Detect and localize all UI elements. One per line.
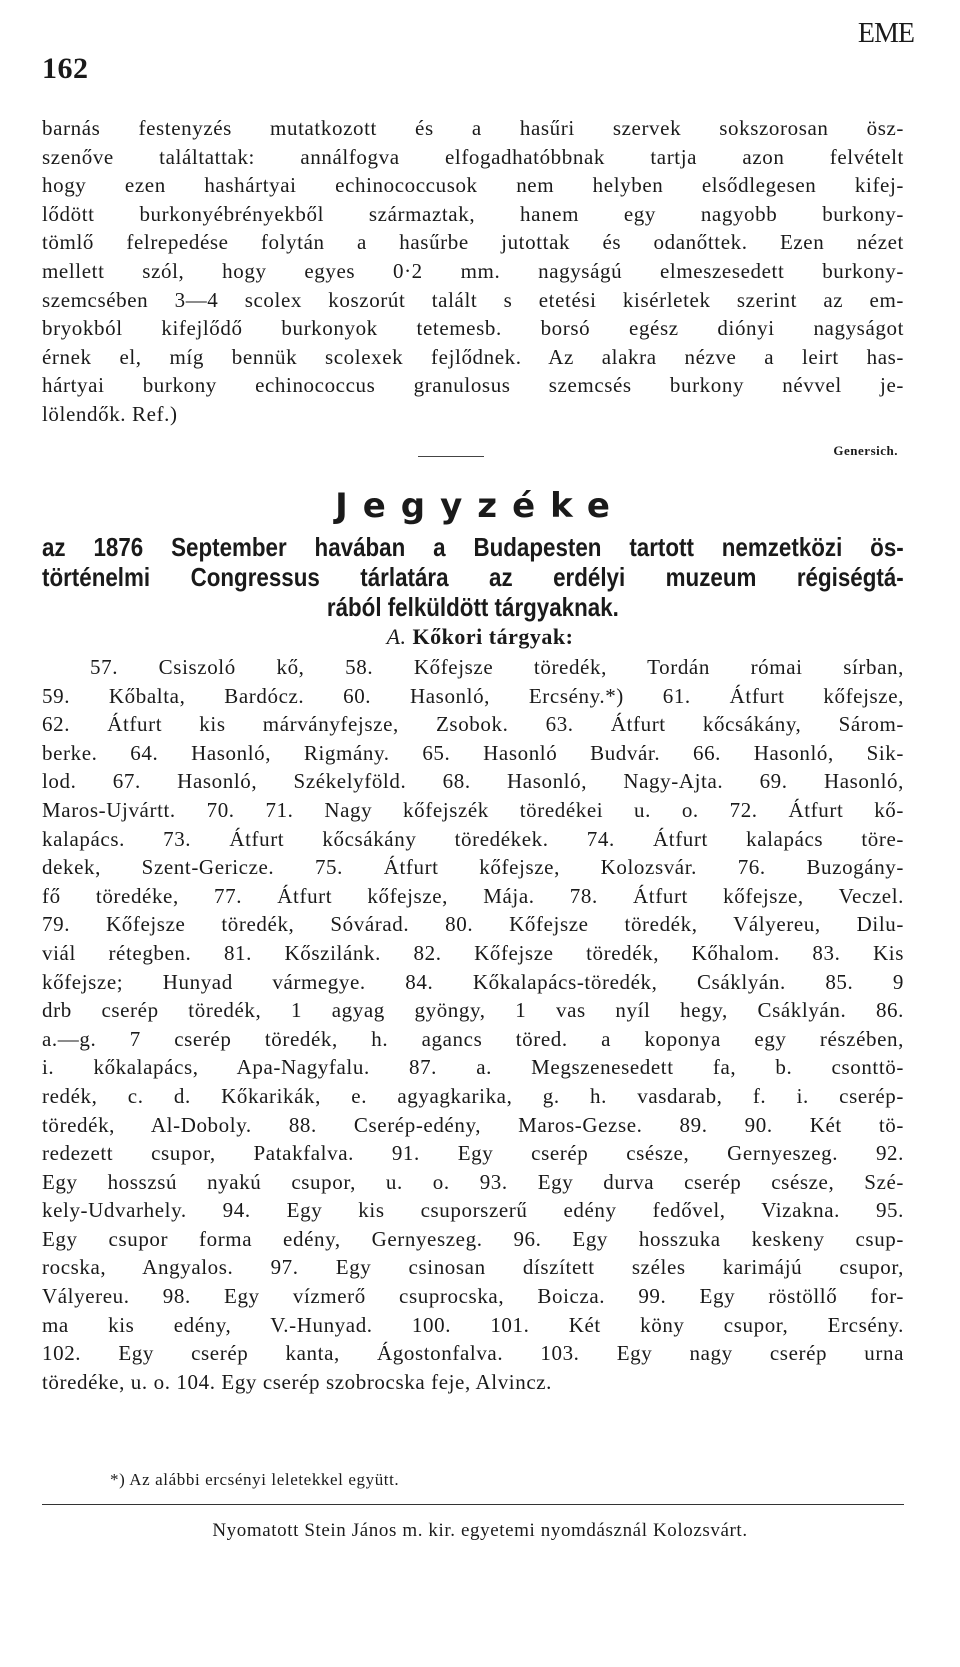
object-list [42, 653, 904, 1396]
subsection-heading [0, 624, 960, 650]
paragraph-line: szemcsében 3—4 scolex koszorút talált s etetési kisérletek szerint az em- [42, 287, 904, 312]
list-line: Maros-Ujvártt. 70. 71. Nagy kőfejszék töredékei u. o. 72. Átfurt kő- [42, 797, 904, 822]
paragraph-line: tömlő felrepedése folytán a hasűrbe jutottak és odanőttek. Ezen nézet [42, 230, 904, 255]
printer-imprint: Nyomatott Stein János m. kir. egyetemi nyomdásznál Kolozsvárt. [212, 1520, 748, 1541]
list-line: fő töredéke, 77. Átfurt kőfejsze, Mája. 78. Átfurt kőfejsze, Veczel. [42, 883, 904, 908]
paragraph-line: szenőve találtattak: annálfogva elfogadhatóbbnak tartja azon felvételt [42, 144, 904, 169]
paragraph-line: mellett szól, hogy egyes 0·2 mm. nagyságú elmeszesedett burkony- [42, 258, 904, 283]
list-line: 59. Kőbalta, Bardócz. 60. Hasonló, Ercsény.*) 61. Átfurt kőfejsze, [42, 683, 904, 708]
separator-rule [418, 456, 484, 457]
list-line: berke. 64. Hasonló, Rigmány. 65. Hasonló Budvár. 66. Hasonló, Sik- [42, 740, 904, 765]
section-title: Jegyzéke [335, 486, 625, 526]
author-signature: Genersich. [833, 443, 898, 458]
paragraph-line: hogy ezen hashártyai echinococcusok nem helyben elsődlegesen kifej- [42, 173, 904, 198]
list-line: kely-Udvarhely. 94. Egy kis csuporszerű edény fedővel, Vizakna. 95. [42, 1198, 904, 1223]
list-line: 57. Csiszoló kő, 58. Kőfejsze töredék, Tordán római sírban, [90, 655, 904, 679]
list-line: viál rétegben. 81. Kőszilánk. 82. Kőfejsze töredék, Kőhalom. 83. Kis [42, 940, 904, 965]
list-line: Egy csupor forma edény, Gernyeszeg. 96. Egy hosszuka keskeny csup- [42, 1226, 904, 1251]
paragraph-line: lölendők. Ref.) [42, 401, 178, 426]
list-line: ma kis edény, V.-Hunyad. 100. 101. Két köny csupor, Ercsény. [42, 1312, 904, 1337]
subtitle-line: történelmi Congressus tárlatára az erdélyi muzeum régiségtá- [42, 562, 904, 592]
list-line: töredéke, u. o. 104. Egy cserép szobrocska feje, Alvincz. [42, 1369, 553, 1394]
subsection-letter: A. [386, 624, 407, 649]
list-line: drb cserép töredék, 1 agyag gyöngy, 1 vas nyíl hegy, Csáklyán. 86. [42, 998, 904, 1023]
list-line: 102. Egy cserép kanta, Ágostonfalva. 103. Egy nagy cserép urna [42, 1341, 904, 1366]
paragraph-line: lődött burkonyébrényekből származtak, hanem egy nagyobb burkony- [42, 201, 904, 226]
footnote: *) Az alábbi ercsényi leletekkel együtt. [110, 1470, 400, 1489]
subtitle-line: rából felküldött tárgyaknak. [326, 592, 619, 622]
list-line: 62. Átfurt kis márványfejsze, Zsobok. 63. Átfurt kőcsákány, Sárom- [42, 712, 904, 737]
paragraph-line: érnek el, míg bennük scolexek fejlődnek. Az alakra nézve a leirt has- [42, 344, 904, 369]
subsection-label: Kőkori tárgyak: [412, 624, 574, 649]
list-line: i. kőkalapács, Apa-Nagyfalu. 87. a. Megszenesedett fa, b. csonttö- [42, 1055, 904, 1080]
page-number: 162 [42, 52, 89, 85]
footer-rule [42, 1504, 904, 1505]
list-line: lod. 67. Hasonló, Székelyföld. 68. Hasonló, Nagy-Ajta. 69. Hasonló, [42, 769, 904, 794]
paragraph-line: hártyai burkony echinococcus granulosus szemcsés burkony névvel je- [42, 373, 904, 398]
subtitle-line: az 1876 September havában a Budapesten tartott nemzetközi ös- [42, 532, 904, 562]
list-line: rocska, Angyalos. 97. Egy csinosan díszített széles karimájú csupor, [42, 1255, 904, 1280]
list-line: 79. Kőfejsze töredék, Sóvárad. 80. Kőfejsze töredék, Vályereu, Dilu- [42, 912, 904, 937]
list-line: Egy hosszsú nyakú csupor, u. o. 93. Egy durva cserép csésze, Szé- [42, 1169, 904, 1194]
list-line: a.—g. 7 cserép töredék, h. agancs töred. a koponya egy részében, [42, 1026, 904, 1051]
list-line: redezett csupor, Patakfalva. 91. Egy cserép csésze, Gernyeszeg. 92. [42, 1141, 904, 1166]
list-line: dekek, Szent-Gericze. 75. Átfurt kőfejsze, Kolozsvár. 76. Buzogány- [42, 855, 904, 880]
section-subtitle [42, 532, 904, 622]
paragraph-line: barnás festenyzés mutatkozott és a hasűri szervek sokszorosan ösz- [42, 116, 904, 140]
list-line: redék, c. d. Kőkarikák, e. agyagkarika, g. h. vasdarab, f. i. cserép- [42, 1083, 904, 1108]
list-line: kalapács. 73. Átfurt kőcsákány töredékek. 74. Átfurt kalapács töre- [42, 826, 904, 851]
paragraph-line: bryokból kifejlődő burkonyok tetemesb. borsó egész diónyi nagyságot [42, 316, 904, 341]
list-line: kőfejsze; Hunyad vármegye. 84. Kőkalapács-töredék, Csáklyán. 85. 9 [42, 969, 904, 994]
continued-paragraph [42, 114, 904, 429]
list-line: Vályereu. 98. Egy vízmerő csuprocska, Boicza. 99. Egy röstöllő for- [42, 1284, 904, 1309]
eme-logo: EME [857, 18, 914, 49]
list-line: töredék, Al-Doboly. 88. Cserép-edény, Maros-Gezse. 89. 90. Két tö- [42, 1112, 904, 1137]
